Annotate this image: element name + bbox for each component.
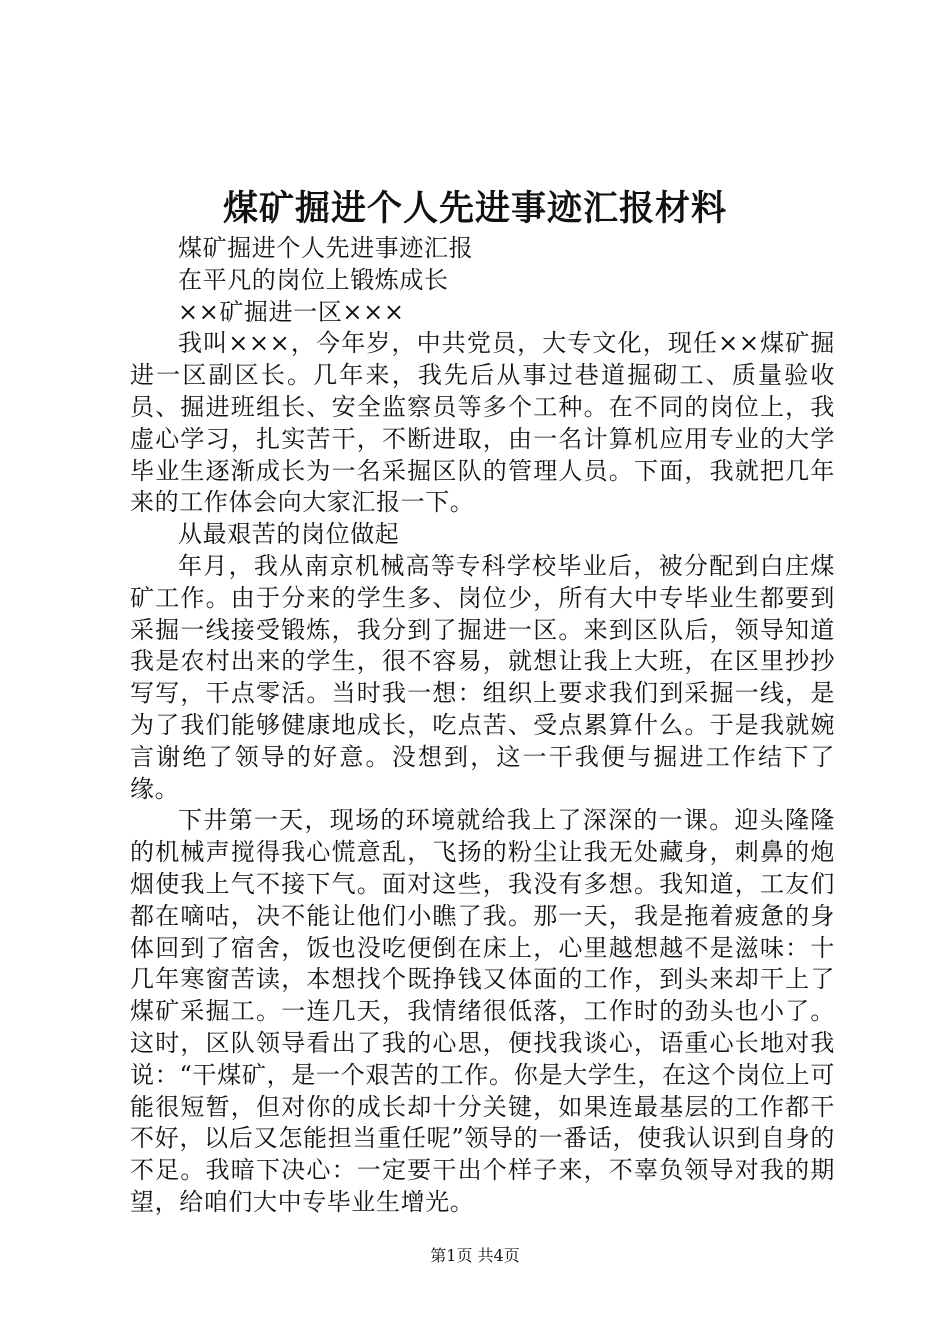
- intro-paragraph: 我叫×××，今年岁，中共党员，大专文化，现任××煤矿掘进一区副区长。几年来，我先后从事过巷道掘砌工、质量验收员、掘进班组长、安全监察员等多个工种。在不同的岗位上，我虚心学习，扎实苦干，不断进取，由一名计算机应用专业的大学毕业生逐渐成长为一名采掘区队的管理人员。下面，我就把几年来的工作体会向大家汇报一下。: [130, 329, 835, 517]
- subtitle-paragraph: 煤矿掘进个人先进事迹汇报: [178, 234, 474, 262]
- body-paragraph: 下井第一天，现场的环境就给我上了深深的一课。迎头隆隆的机械声搅得我心慌意乱，飞扬的粉尘让我无处藏身，刺鼻的炮烟使我上气不接下气。面对这些，我没有多想。我知道，工友们都在嘀咕，决不能让他们小瞧了我。那一天，我是拖着疲惫的身体回到了宿舍，饭也没吃便倒在床上，心里越想越不是滋味：十几年寒窗苦读，本想找个既挣钱又体面的工作，到头来却干上了煤矿采掘工。一连几天，我情绪很低落，工作时的劲头也小了。这时，区队领导看出了我的心思，便找我谈心，语重心长地对我说：“干煤矿，是一个艰苦的工作。你是大学生，在这个岗位上可能很短暂，但对你的成长却十分关键，如果连最基层的工作都干不好，以后又怎能担当重任呢”领导的一番话，使我认识到自身的不足。我暗下决心：一定要干出个样子来，不辜负领导对我的期望，给咱们大中专毕业生增光。: [130, 806, 835, 1216]
- document-body: [130, 233, 835, 1219]
- page-number: 第1页 共4页: [430, 1246, 520, 1265]
- document-title: 煤矿掘进个人先进事迹汇报材料: [222, 188, 727, 229]
- author-paragraph: ××矿掘进一区×××: [178, 297, 405, 326]
- body-paragraph: 年月，我从南京机械高等专科学校毕业后，被分配到白庄煤矿工作。由于分来的学生多、岗位少，所有大中专毕业生都要到采掘一线接受锻炼，我分到了掘进一区。来到区队后，领导知道我是农村出来的学生，很不容易，就想让我上大班，在区里抄抄写写，干点零活。当时我一想：组织上要求我们到采掘一线，是为了我们能够健康地成长，吃点苦、受点累算什么。于是我就婉言谢绝了领导的好意。没想到，这一干我便与掘进工作结下了缘。: [130, 551, 835, 803]
- heading-paragraph: 在平凡的岗位上锻炼成长: [178, 265, 449, 294]
- section-heading: 从最艰苦的岗位做起: [178, 520, 400, 549]
